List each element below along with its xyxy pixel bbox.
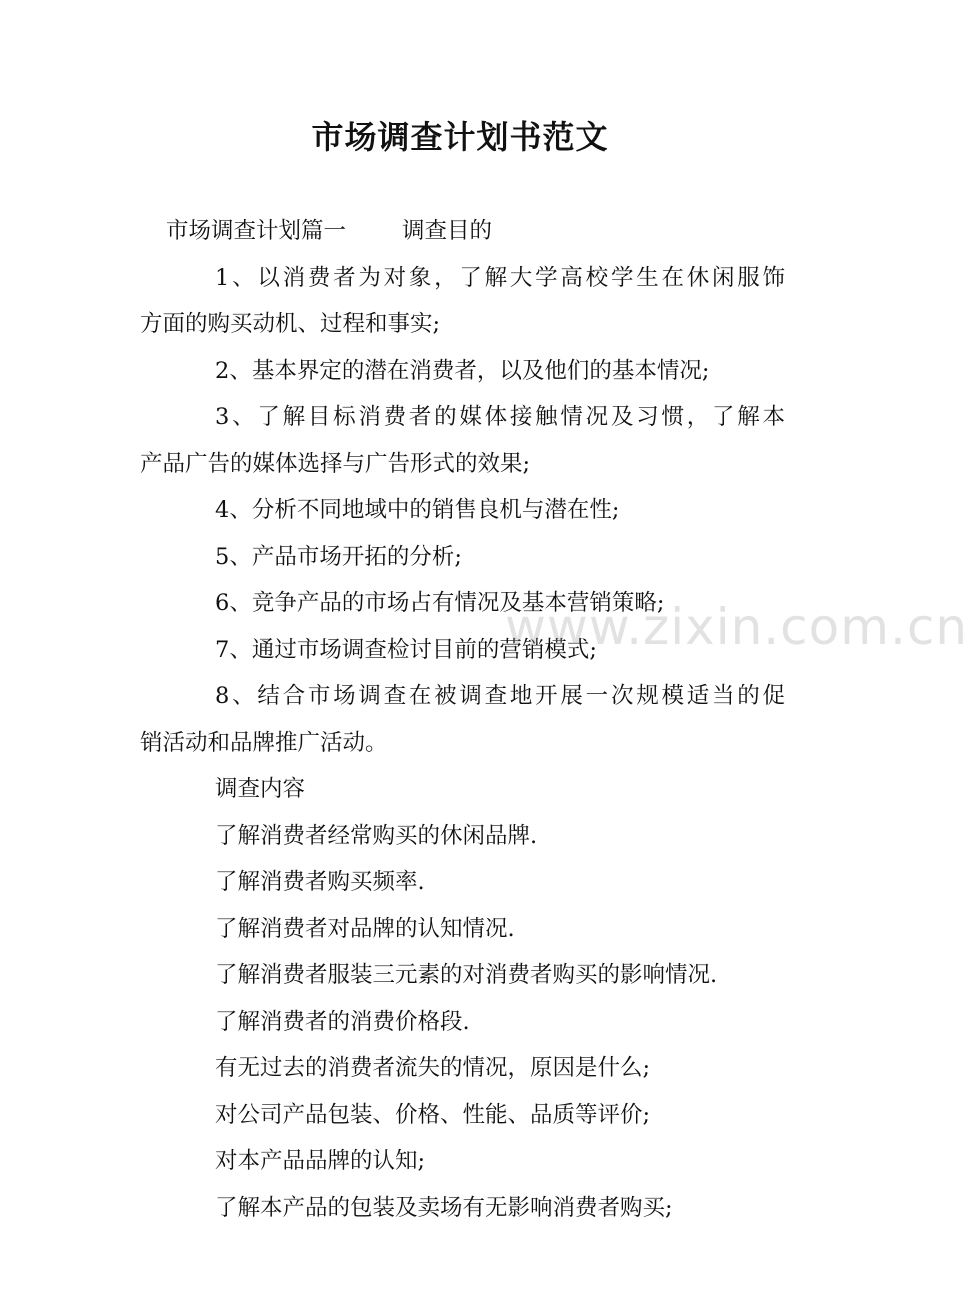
objective-6: 6、竞争产品的市场占有情况及基本营销策略; <box>215 590 665 616</box>
objective-5: 5、产品市场开拓的分析; <box>215 543 462 570</box>
document-body <box>140 208 785 1231</box>
section-heading: 市场调查计划篇一 <box>166 218 347 244</box>
content-item: 了解本产品的包装及卖场有无影响消费者购买; <box>215 1194 673 1221</box>
objective-1-line2: 方面的购买动机、过程和事实; <box>140 311 441 337</box>
objective-3-line1: 3、了解目标消费者的媒体接触情况及习惯，了解本 <box>215 404 785 430</box>
content-item: 了解消费者对品牌的认知情况. <box>215 915 515 942</box>
content-item: 了解消费者经常购买的休闲品牌. <box>215 822 538 849</box>
objective-7: 7、通过市场调查检讨目前的营销模式; <box>215 636 597 663</box>
objective-1-line1: 1、以消费者为对象，了解大学高校学生在休闲服饰 <box>215 264 785 291</box>
objective-2: 2、基本界定的潜在消费者，以及他们的基本情况; <box>215 357 710 384</box>
document-title: 市场调查计划书范文 <box>311 118 609 156</box>
section-subheading: 调查目的 <box>402 218 493 244</box>
content-item: 了解消费者的消费价格段. <box>215 1008 470 1035</box>
content-item: 对本产品品牌的认知; <box>215 1148 426 1174</box>
content-item: 了解消费者服装三元素的对消费者购买的影响情况. <box>215 962 718 988</box>
objective-8-line1: 8、结合市场调查在被调查地开展一次规模适当的促 <box>215 683 785 709</box>
objective-8-line2: 销活动和品牌推广活动。 <box>140 729 388 756</box>
section-heading-line <box>140 208 785 255</box>
objective-3-line2: 产品广告的媒体选择与广告形式的效果; <box>140 450 531 477</box>
content-item: 有无过去的消费者流失的情况，原因是什么; <box>215 1055 651 1081</box>
watermark: www.zixin.com.cn <box>505 598 968 656</box>
content-item: 了解消费者购买频率. <box>215 869 425 895</box>
objective-4: 4、分析不同地域中的销售良机与潜在性; <box>215 497 620 523</box>
content-item: 对公司产品包装、价格、性能、品质等评价; <box>215 1101 651 1128</box>
content-heading: 调查内容 <box>215 776 306 802</box>
